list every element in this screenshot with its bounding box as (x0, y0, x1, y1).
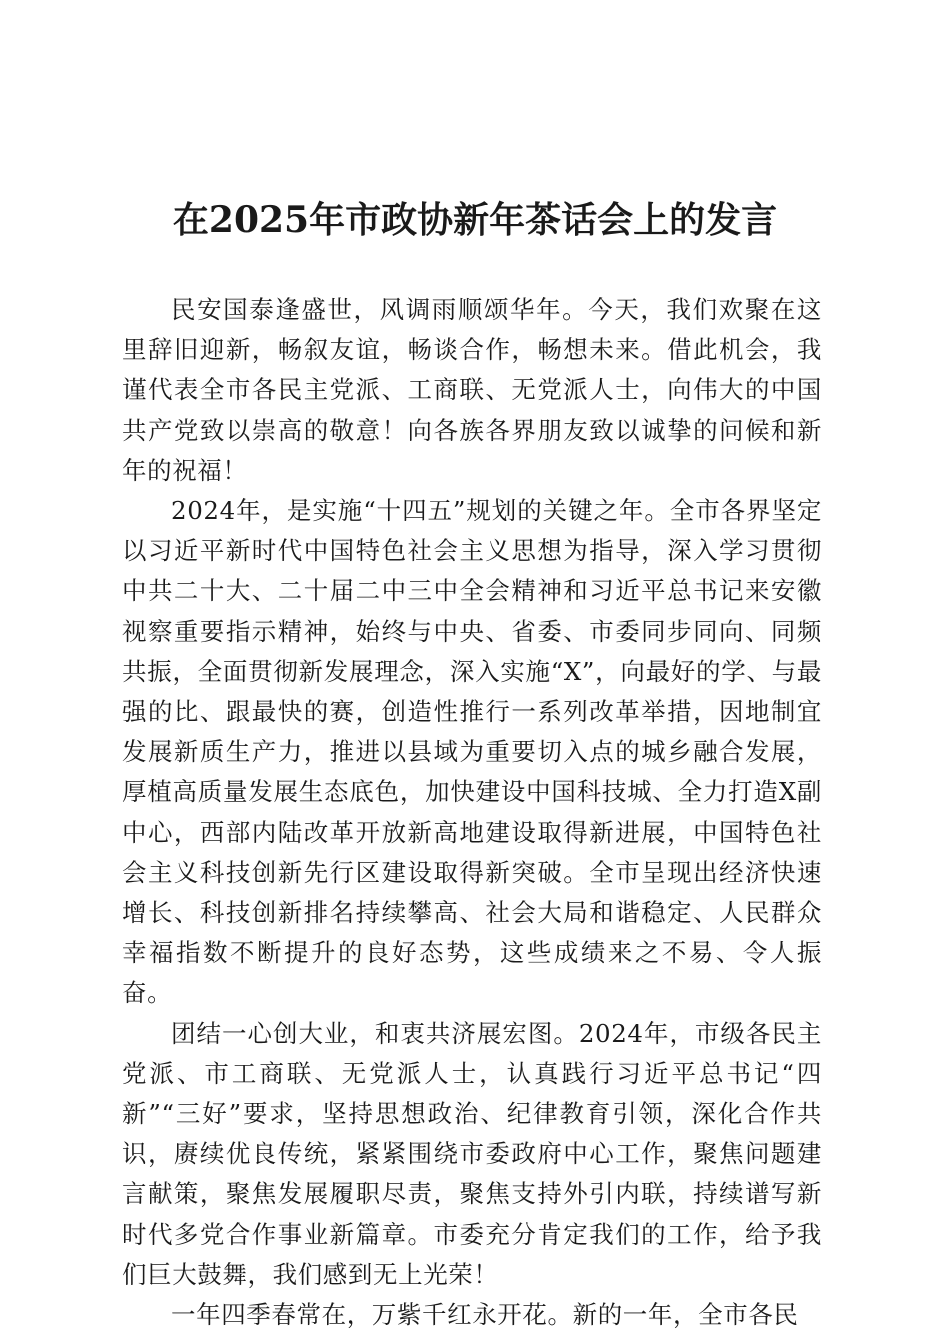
paragraph-1: 民安国泰逢盛世，风调雨顺颂华年。今天，我们欢聚在这里辞旧迎新，畅叙友谊，畅谈合作，畅想未来。借此机会，我谨代表全市各民主党派、工商联、无党派人士，向伟大的中国共产党致以崇高的敬意！向各族各界朋友致以诚挚的问候和新年的祝福！ (122, 295, 822, 485)
document-title: 在2025年市政协新年茶话会上的发言 (172, 199, 778, 241)
paragraph-3: 团结一心创大业，和衷共济展宏图。2024年，市级各民主党派、市工商联、无党派人士，认真践行习近平总书记“四新”“三好”要求，坚持思想政治、纪律教育引领，深化合作共识，赓续优良传统，紧紧围绕市委政府中心工作，聚焦问题建言献策，聚焦发展履职尽责，聚焦支持外引内联，持续谱写新时代多党合作事业新篇章。市委充分肯定我们的工作，给予我们巨大鼓舞，我们感到无上光荣！ (122, 1018, 822, 1289)
paragraph-4: 一年四季春常在，万紫千红永开花。新的一年，全市各民 (171, 1300, 799, 1330)
paragraph-2: 2024年，是实施“十四五”规划的关键之年。全市各界坚定以习近平新时代中国特色社会主义思想为指导，深入学习贯彻中共二十大、二十届二中三中全会精神和习近平总书记来安徽视察重要指示精神，始终与中央、省委、市委同步同向、同频共振，全面贯彻新发展理念，深入实施“X”，向最好的学、与最强的比、跟最快的赛，创造性推行一系列改革举措，因地制宜发展新质生产力，推进以县域为重要切入点的城乡融合发展，厚植高质量发展生态底色，加快建设中国科技城、全力打造X副中心，西部内陆改革开放新高地建设取得新进展，中国特色社会主义科技创新先行区建设取得新突破。全市呈现出经济快速增长、科技创新排名持续攀高、社会大局和谐稳定、人民群众幸福指数不断提升的良好态势，这些成绩来之不易、令人振奋。 (122, 496, 822, 1008)
document-body (122, 290, 822, 1335)
